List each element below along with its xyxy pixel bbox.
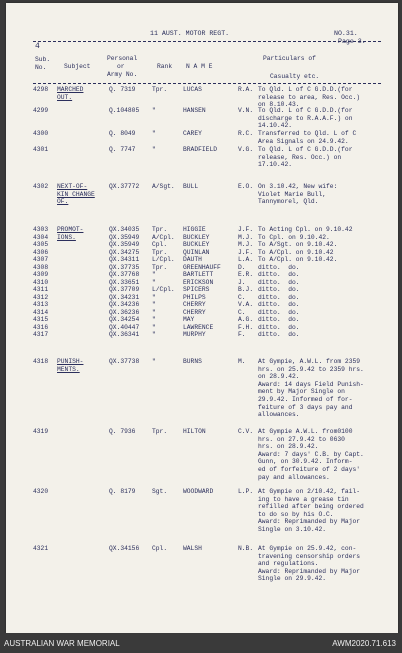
entry-sub-no: 4303 bbox=[33, 226, 49, 233]
entry-army-no: QX.34231 bbox=[109, 294, 140, 301]
entry-sub-no: 4299 bbox=[33, 107, 49, 114]
entry-rank: " bbox=[152, 107, 156, 114]
entry-particulars: discharge to R.A.A.F.) on bbox=[258, 114, 353, 122]
entry-award-line: Award: 14 days Field Punish- bbox=[258, 380, 364, 388]
col-name: N A M E bbox=[186, 63, 213, 70]
entry-name: WOODWARD bbox=[183, 488, 214, 495]
entry-particulars: hrs. on 25.9.42 to 2359 hrs. bbox=[258, 365, 364, 373]
entry-initials: M.J. bbox=[238, 234, 254, 241]
col-sub-no-2: No. bbox=[35, 64, 47, 71]
entry-particulars: refilled after being ordered bbox=[258, 503, 364, 511]
entry-sub-no: 4315 bbox=[33, 316, 49, 323]
document-number: NO.31. bbox=[334, 30, 358, 37]
entry-particulars: Tannymorel, Qld. bbox=[258, 198, 319, 206]
entry-sub-no: 4319 bbox=[33, 428, 49, 435]
entry-initials: R.A. bbox=[238, 86, 254, 93]
entry-name: DAUTH bbox=[183, 256, 202, 263]
entry-initials: C. bbox=[238, 294, 246, 301]
entry-sub-no: 4305 bbox=[33, 241, 49, 248]
entry-name: MURPHY bbox=[183, 331, 206, 338]
col-personal-2: or bbox=[117, 63, 125, 70]
entry-army-no: QX.33651 bbox=[109, 279, 140, 286]
entry-subject: KIN CHANGE bbox=[57, 190, 95, 198]
entry-rank: " bbox=[152, 309, 156, 316]
col-particulars-1: Particulars of bbox=[263, 55, 316, 62]
entry-name: ERICKSON bbox=[183, 279, 214, 286]
entry-name: BRADFIELD bbox=[183, 146, 218, 153]
entry-particulars: To Cpl. on 9.10.42. bbox=[258, 234, 330, 241]
entry-particulars: hrs. on 28.9.42. bbox=[258, 443, 319, 451]
entry-army-no: QX.34156 bbox=[109, 545, 140, 552]
document-page bbox=[6, 3, 398, 633]
entry-rank: " bbox=[152, 146, 156, 153]
entry-award-line: Award: Reprimanded by Major bbox=[258, 567, 361, 575]
entry-name: SPICERS bbox=[183, 286, 210, 293]
entry-particulars: To Qld. L of C G.D.D.(for bbox=[258, 107, 353, 114]
entry-particulars: At Gympie, A.W.L. from 2359 bbox=[258, 358, 361, 365]
entry-particulars: ditto. do. bbox=[258, 331, 300, 338]
col-sub-no-1: Sub. bbox=[35, 56, 51, 63]
entry-rank: Tpr. bbox=[152, 428, 168, 435]
entry-army-no: QX.34236 bbox=[109, 301, 140, 308]
entry-army-no: QX.35949 bbox=[109, 234, 140, 241]
entry-sub-no: 4304 bbox=[33, 234, 49, 241]
entry-sub-no: 4314 bbox=[33, 309, 49, 316]
entry-sub-no: 4321 bbox=[33, 545, 49, 552]
col-particulars-2: Casualty etc. bbox=[270, 73, 320, 80]
entry-subject: IONS. bbox=[57, 233, 76, 241]
entry-award-line: Award: Reprimanded by Major bbox=[258, 518, 361, 526]
header-rule-top bbox=[33, 41, 381, 42]
entry-initials: E.R. bbox=[238, 271, 254, 278]
entry-name: HANSEN bbox=[183, 107, 206, 114]
entry-name: PHILPS bbox=[183, 294, 206, 301]
entry-sub-no: 4307 bbox=[33, 256, 49, 263]
entry-particulars: to do so by his O.C. bbox=[258, 510, 334, 518]
entry-particulars: Transferred to Qld. L of C bbox=[258, 130, 357, 137]
entry-subject: MARCHED bbox=[57, 86, 84, 93]
entry-army-no: QX.40447 bbox=[109, 324, 140, 331]
entry-sub-no: 4300 bbox=[33, 130, 49, 137]
entry-subject: NEXT-OF- bbox=[57, 183, 88, 190]
entry-particulars: ditto. do. bbox=[258, 294, 300, 301]
footer-bar bbox=[0, 633, 402, 653]
col-personal-1: Personal bbox=[107, 55, 138, 62]
entry-sub-no: 4308 bbox=[33, 264, 49, 271]
entry-particulars: feiture of 3 days pay and bbox=[258, 403, 353, 411]
entry-initials: A.G. bbox=[238, 316, 254, 323]
entry-rank: " bbox=[152, 301, 156, 308]
entry-rank: Cpl. bbox=[152, 241, 168, 248]
entry-particulars: ing to have a grease tin bbox=[258, 495, 349, 503]
entry-name: HIGGIE bbox=[183, 226, 206, 233]
entry-army-no: Q. 8179 bbox=[109, 488, 136, 495]
entry-name: LUCAS bbox=[183, 86, 202, 93]
entry-sub-no: 4301 bbox=[33, 146, 49, 153]
entry-initials: F.H. bbox=[238, 324, 254, 331]
entry-rank: Tpr. bbox=[152, 86, 168, 93]
entry-particulars: Violet Marie Bull, bbox=[258, 190, 327, 198]
entry-sub-no: 4317 bbox=[33, 331, 49, 338]
entry-name: LAWRENCE bbox=[183, 324, 214, 331]
entry-name: QUINLAN bbox=[183, 249, 210, 256]
entry-initials: M. bbox=[238, 358, 246, 365]
entry-particulars: ditto. do. bbox=[258, 324, 300, 331]
entry-army-no: QX.35949 bbox=[109, 241, 140, 248]
col-personal-3: Army No. bbox=[107, 71, 138, 78]
entry-initials: V.N. bbox=[238, 107, 254, 114]
entry-rank: L/Cpl. bbox=[152, 256, 175, 263]
entry-particulars: 14.10.42. bbox=[258, 122, 293, 130]
entry-rank: " bbox=[152, 294, 156, 301]
entry-particulars: ditto. do. bbox=[258, 309, 300, 316]
entry-rank: " bbox=[152, 271, 156, 278]
entry-initials: L.A. bbox=[238, 256, 254, 263]
entry-particulars: release to area, Res. Occ.) bbox=[258, 93, 361, 101]
entry-particulars: ditto. do. bbox=[258, 286, 300, 293]
entry-particulars: At Gympie on 2/10.42, fail- bbox=[258, 488, 361, 495]
entry-initials: C.V. bbox=[238, 428, 254, 435]
entry-sub-no: 4312 bbox=[33, 294, 49, 301]
entry-particulars: travening censorship orders bbox=[258, 552, 361, 560]
entry-particulars: Single on 29.9.42. bbox=[258, 575, 327, 583]
entry-initials: L.P. bbox=[238, 488, 254, 495]
entry-name: CAREY bbox=[183, 130, 202, 137]
entry-initials: E.O. bbox=[238, 183, 254, 190]
entry-particulars: At Gympie on 25.9.42, con- bbox=[258, 545, 357, 552]
entry-sub-no: 4309 bbox=[33, 271, 49, 278]
entry-particulars: ditto. do. bbox=[258, 301, 300, 308]
entry-subject: MENTS. bbox=[57, 365, 80, 373]
entry-army-no: QX.36341 bbox=[109, 331, 140, 338]
entry-particulars: ditto. do. bbox=[258, 264, 300, 271]
entry-award-line: Award: 7 days' C.B. by Capt. bbox=[258, 450, 364, 458]
entry-name: CHERRY bbox=[183, 301, 206, 308]
entry-rank: Tpr. bbox=[152, 264, 168, 271]
entry-particulars: and regulations. bbox=[258, 560, 319, 568]
footer-accession: AWM2020.71.613 bbox=[332, 639, 396, 648]
entry-particulars: 17.10.42. bbox=[258, 161, 293, 169]
entry-name: GREENHAUFF bbox=[183, 264, 221, 271]
entry-name: BUCKLEY bbox=[183, 241, 210, 248]
entry-sub-no: 4306 bbox=[33, 249, 49, 256]
entry-rank: L/Cpl. bbox=[152, 286, 175, 293]
entry-army-no: Q. 7936 bbox=[109, 428, 136, 435]
entry-name: BUCKLEY bbox=[183, 234, 210, 241]
entry-sub-no: 4316 bbox=[33, 324, 49, 331]
entry-particulars: ditto. do. bbox=[258, 279, 300, 286]
entry-initials: N.B. bbox=[238, 545, 254, 552]
entry-particulars: Gunn, on 30.9.42. Inform- bbox=[258, 458, 353, 466]
entry-particulars: release, Res. Occ.) on bbox=[258, 153, 342, 161]
entry-rank: " bbox=[152, 324, 156, 331]
entry-subject: PROMOT- bbox=[57, 226, 84, 233]
entry-particulars: hrs. on 27.9.42 to 0630 bbox=[258, 435, 345, 443]
entry-name: MAY bbox=[183, 316, 195, 323]
entry-army-no: QX.37735 bbox=[109, 264, 140, 271]
entry-rank: A/Sgt. bbox=[152, 183, 175, 190]
entry-particulars: ment by Major Single on bbox=[258, 388, 345, 396]
entry-particulars: 29.9.42. Informed of for- bbox=[258, 396, 353, 403]
footer-source: AUSTRALIAN WAR MEMORIAL bbox=[4, 639, 120, 648]
entry-particulars: To Acting Cpl. on 9.10.42 bbox=[258, 226, 353, 233]
entry-army-no: QX.34035 bbox=[109, 226, 140, 233]
entry-initials: J.F. bbox=[238, 226, 254, 233]
entry-particulars: allowances. bbox=[258, 411, 300, 419]
entry-particulars: ditto. do. bbox=[258, 271, 300, 278]
entry-subject: PUNISH- bbox=[57, 358, 84, 365]
entry-particulars: on 28.9.42. bbox=[258, 373, 300, 381]
entry-particulars: Area Signals on 24.9.42. bbox=[258, 137, 349, 145]
entry-rank: " bbox=[152, 130, 156, 137]
entry-army-no: Q. 7319 bbox=[109, 86, 136, 93]
entry-particulars: To A/Sgt. on 9.10.42. bbox=[258, 241, 338, 248]
entry-rank: Tpr. bbox=[152, 226, 168, 233]
page-number: Page 3. bbox=[338, 38, 366, 45]
entry-initials: R.C. bbox=[238, 130, 254, 137]
entry-sub-no: 4298 bbox=[33, 86, 49, 93]
col-rank: Rank bbox=[157, 63, 173, 70]
entry-name: HILTON bbox=[183, 428, 206, 435]
entry-army-no: Q.104805 bbox=[109, 107, 140, 114]
entry-army-no: QX.37772 bbox=[109, 183, 140, 190]
entry-name: BULL bbox=[183, 183, 199, 190]
entry-particulars: pay and allowances. bbox=[258, 473, 330, 481]
entry-rank: " bbox=[152, 331, 156, 338]
entry-initials: V.A. bbox=[238, 301, 254, 308]
header-rule-bottom bbox=[33, 83, 381, 84]
entry-initials: D. bbox=[238, 264, 246, 271]
entry-name: CHERRY bbox=[183, 309, 206, 316]
entry-initials: J.F. bbox=[238, 249, 254, 256]
entry-sub-no: 4311 bbox=[33, 286, 49, 293]
entry-particulars: ditto. do. bbox=[258, 316, 300, 323]
entry-army-no: QX.34275 bbox=[109, 249, 140, 256]
entry-sub-no: 4320 bbox=[33, 488, 49, 495]
entry-rank: Sgt. bbox=[152, 488, 168, 495]
entry-army-no: QX.37709 bbox=[109, 286, 140, 293]
entry-army-no: QX.36236 bbox=[109, 309, 140, 316]
entry-particulars: To A/Cpl. on 9.10.42 bbox=[258, 249, 334, 256]
entry-initials: B.J. bbox=[238, 286, 254, 293]
entry-initials: V.G. bbox=[238, 146, 254, 153]
entry-army-no: QX.37768 bbox=[109, 271, 140, 278]
entry-army-no: Q. 8049 bbox=[109, 130, 136, 137]
entry-name: BURNS bbox=[183, 358, 202, 365]
entry-name: BARTLETT bbox=[183, 271, 214, 278]
entry-rank: " bbox=[152, 316, 156, 323]
entry-army-no: Q. 7747 bbox=[109, 146, 136, 153]
entry-rank: A/Cpl. bbox=[152, 234, 175, 241]
entry-particulars: Single on 3.10.42. bbox=[258, 526, 327, 533]
entry-initials: J. bbox=[238, 279, 246, 286]
entry-particulars: To Qld. L of C G.D.D.(for bbox=[258, 146, 353, 153]
entry-name: WALSH bbox=[183, 545, 202, 552]
entry-army-no: QX.34311 bbox=[109, 256, 140, 263]
col-subject: Subject bbox=[64, 63, 91, 70]
entry-subject: OF. bbox=[57, 198, 69, 206]
entry-initials: M.J. bbox=[238, 241, 254, 248]
entry-particulars: To A/Cpl. on 9.10.42. bbox=[258, 256, 338, 263]
entry-initials: F. bbox=[238, 331, 246, 338]
entry-army-no: QX.34254 bbox=[109, 316, 140, 323]
entry-rank: " bbox=[152, 279, 156, 286]
entry-particulars: on 8.10.43. bbox=[258, 101, 300, 109]
entry-rank: Cpl. bbox=[152, 545, 168, 552]
entry-particulars: On 3.10.42, New wife: bbox=[258, 183, 338, 190]
entry-sub-no: 4302 bbox=[33, 183, 49, 190]
entry-army-no: QX.37738 bbox=[109, 358, 140, 365]
entry-rank: Tpr. bbox=[152, 249, 168, 256]
entry-sub-no: 4318 bbox=[33, 358, 49, 365]
entry-particulars: ed of forfeiture of 2 days' bbox=[258, 466, 361, 473]
entry-rank: " bbox=[152, 358, 156, 365]
entry-initials: C. bbox=[238, 309, 246, 316]
entry-particulars: At Gympie A.W.L. from0100 bbox=[258, 428, 353, 435]
entry-sub-no: 4310 bbox=[33, 279, 49, 286]
entry-subject: OUT. bbox=[57, 93, 73, 101]
entry-sub-no: 4313 bbox=[33, 301, 49, 308]
unit-title: 11 AUST. MOTOR REGT. bbox=[150, 30, 230, 37]
entry-particulars: To Qld. L of C G.D.D.(for bbox=[258, 86, 353, 93]
margin-mark: 4 bbox=[35, 42, 40, 51]
